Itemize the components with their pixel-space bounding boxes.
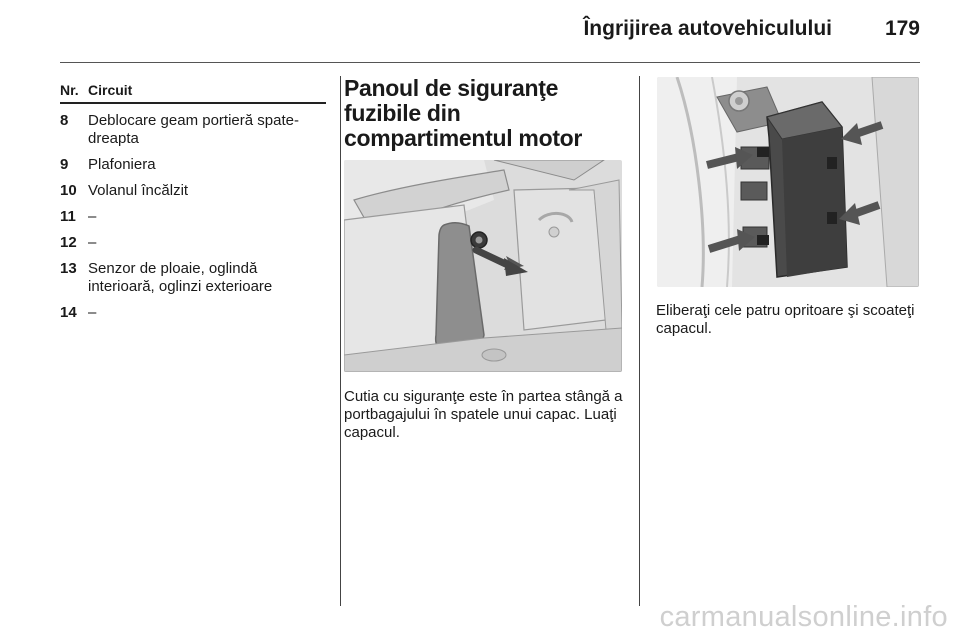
fuse-number: 14 (60, 304, 77, 321)
table-row (60, 112, 326, 148)
table-row (60, 260, 326, 296)
table-row (60, 304, 326, 322)
table-row (60, 156, 326, 174)
page-number: 179 (884, 17, 920, 40)
fuse-number: 13 (60, 260, 77, 277)
caption-trunk: Cutia cu siguranţe este în partea stângă a portbagajului în spatele unui capac. Luaţi capacul. (344, 388, 623, 441)
chapter-title: Îngrijirea autovehiculului (583, 17, 832, 40)
column-divider (639, 76, 640, 606)
fuse-number: 8 (60, 112, 69, 129)
fuse-number: 11 (60, 208, 76, 225)
fuse-circuit: Senzor de ploaie, oglindă interioară, oglinzi exterioare (88, 260, 273, 295)
caption-fuse-box: Eliberaţi cele patru opritoare şi scoateţi capacul. (656, 302, 915, 337)
middle-column (344, 76, 624, 151)
fuse-number: 10 (60, 182, 77, 199)
trunk-illustration (344, 160, 622, 372)
fuse-circuit: – (88, 304, 97, 321)
fuse-box-illustration (657, 77, 919, 287)
table-row (60, 208, 326, 226)
fuse-number: 9 (60, 156, 69, 173)
table-row (60, 182, 326, 200)
section-title: Panoul de siguranţe fuzibile din compartimentul motor (344, 75, 583, 151)
table-header (60, 82, 326, 104)
column-header-circuit: Circuit (88, 82, 133, 98)
column-header-nr: Nr. (60, 82, 79, 98)
fuse-circuit: – (88, 208, 97, 225)
fuse-circuit: – (88, 234, 97, 251)
fuse-circuit: Volanul încălzit (88, 182, 189, 199)
watermark: carmanualsonline.info (659, 601, 948, 633)
fuse-table (60, 82, 326, 322)
fuse-number: 12 (60, 234, 77, 251)
table-row (60, 234, 326, 252)
fuse-circuit: Plafoniera (88, 156, 156, 173)
page-header (60, 0, 920, 63)
column-divider (340, 76, 341, 606)
fuse-circuit: Deblocare geam portieră spate-dreapta (88, 112, 299, 147)
